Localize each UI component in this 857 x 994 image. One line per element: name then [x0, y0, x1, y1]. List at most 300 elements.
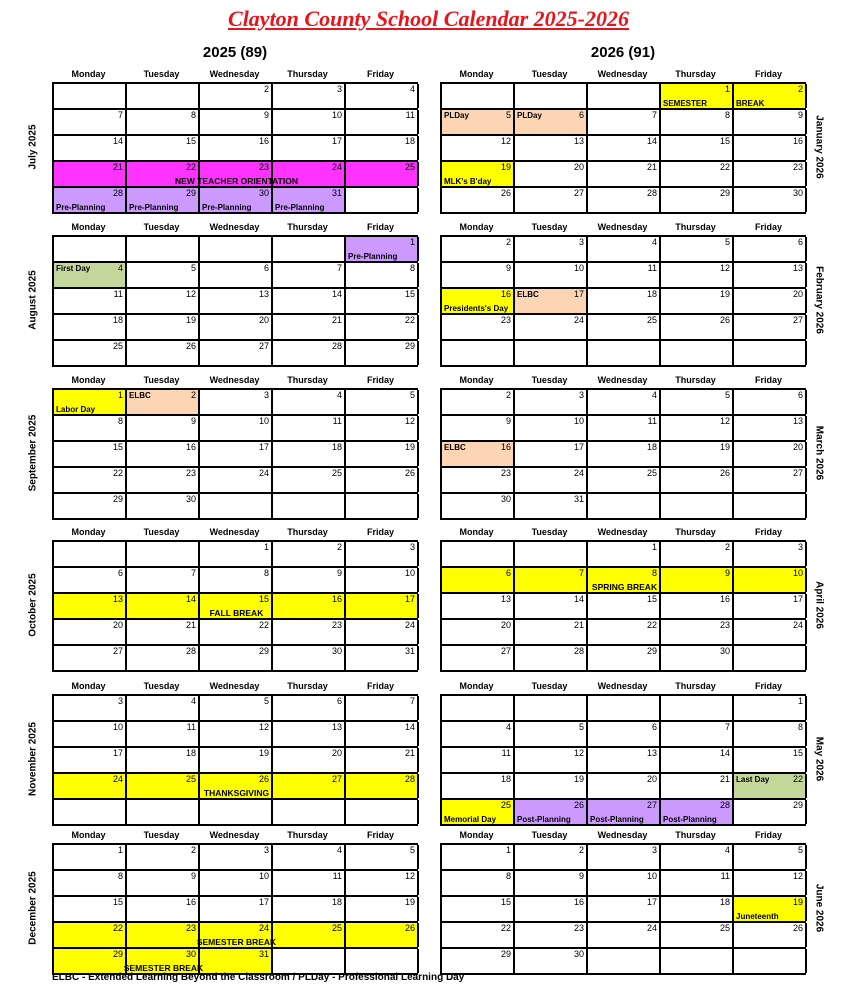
- day-cell: [661, 289, 734, 313]
- month-grid: [52, 694, 418, 826]
- day-number: 8: [505, 871, 511, 881]
- month-grid: [440, 843, 806, 975]
- weekday-thursday: Thursday: [675, 830, 716, 840]
- day-number: 12: [500, 136, 511, 146]
- day-number: 17: [404, 594, 415, 604]
- day-cell: [588, 390, 661, 414]
- day-cell: [54, 620, 127, 644]
- week-row: [54, 263, 418, 289]
- day-number: 28: [646, 188, 657, 198]
- day-number: 20: [792, 442, 803, 452]
- day-cell: [734, 542, 807, 566]
- day-number: 7: [651, 110, 657, 120]
- day-cell: [588, 800, 661, 824]
- day-cell: [442, 162, 515, 186]
- weekday-friday: Friday: [366, 222, 394, 232]
- week-row: [54, 774, 418, 800]
- event-band: SEMESTER BREAK: [123, 963, 204, 973]
- day-number: 13: [792, 263, 803, 273]
- day-cell: [200, 110, 273, 134]
- day-number: 3: [409, 542, 415, 552]
- weekday-tuesday: Tuesday: [143, 527, 180, 537]
- day-number: 26: [573, 800, 584, 810]
- weekday-header: [440, 66, 806, 82]
- day-cell: [734, 110, 807, 134]
- day-number: 8: [263, 568, 269, 578]
- day-cell: [200, 897, 273, 921]
- weekday-wednesday: Wednesday: [209, 681, 260, 691]
- day-number: 28: [112, 188, 123, 198]
- day-number: 16: [258, 136, 269, 146]
- day-number: 17: [112, 748, 123, 758]
- day-number: 18: [331, 442, 342, 452]
- day-number: 29: [646, 646, 657, 656]
- week-row: [54, 237, 418, 263]
- day-number: 14: [404, 722, 415, 732]
- day-cell: [661, 263, 734, 287]
- day-number: 4: [505, 722, 511, 732]
- weekday-monday: Monday: [71, 681, 106, 691]
- day-number: 10: [258, 416, 269, 426]
- day-cell: [515, 136, 588, 160]
- week-row: [54, 897, 418, 923]
- day-cell: [588, 84, 661, 108]
- day-cell: [588, 416, 661, 440]
- month-grid: [52, 388, 418, 520]
- day-number: 9: [797, 110, 803, 120]
- month-grid: [440, 235, 806, 367]
- week-row: [54, 800, 418, 826]
- day-number: 5: [724, 237, 730, 247]
- day-cell: [273, 646, 346, 670]
- day-cell: [273, 494, 346, 518]
- month-december-2025: [52, 827, 418, 975]
- day-number: 22: [792, 774, 803, 784]
- day-number: 25: [404, 162, 415, 172]
- day-cell: [273, 748, 346, 772]
- day-number: 19: [719, 442, 730, 452]
- day-number: 20: [646, 774, 657, 784]
- day-number: 11: [332, 416, 342, 426]
- weekday-tuesday: Tuesday: [143, 375, 180, 385]
- page-title: Clayton County School Calendar 2025-2026: [228, 6, 629, 31]
- day-cell: [200, 162, 273, 186]
- day-cell: [346, 237, 419, 261]
- day-number: 3: [578, 237, 584, 247]
- day-number: 3: [797, 542, 803, 552]
- weekday-tuesday: Tuesday: [531, 375, 568, 385]
- day-cell: [200, 774, 273, 798]
- day-cell: [588, 341, 661, 365]
- day-number: 27: [792, 468, 803, 478]
- day-number: 2: [190, 845, 196, 855]
- weekday-thursday: Thursday: [287, 830, 328, 840]
- day-cell: [515, 748, 588, 772]
- day-cell: [127, 568, 200, 592]
- day-cell: [442, 237, 515, 261]
- day-number: 24: [404, 620, 415, 630]
- weekday-friday: Friday: [366, 681, 394, 691]
- day-cell: [515, 289, 588, 313]
- day-cell: [346, 923, 419, 947]
- day-cell: [661, 646, 734, 670]
- day-cell: [273, 162, 346, 186]
- day-cell: [54, 774, 127, 798]
- day-cell: [273, 468, 346, 492]
- day-cell: [346, 542, 419, 566]
- day-number: 26: [185, 341, 196, 351]
- weekday-friday: Friday: [754, 527, 782, 537]
- day-number: 13: [112, 594, 123, 604]
- day-number: 12: [185, 289, 196, 299]
- week-row: [54, 390, 418, 416]
- day-cell: [200, 722, 273, 746]
- weekday-header: [440, 827, 806, 843]
- day-number: 1: [651, 542, 657, 552]
- day-number: 7: [409, 696, 415, 706]
- day-cell: [588, 188, 661, 212]
- day-cell: [588, 897, 661, 921]
- weekday-thursday: Thursday: [287, 681, 328, 691]
- day-cell: [515, 542, 588, 566]
- day-cell: [346, 871, 419, 895]
- weekday-wednesday: Wednesday: [597, 222, 648, 232]
- day-cell: [588, 162, 661, 186]
- day-cell: [200, 696, 273, 720]
- week-row: [54, 923, 418, 949]
- day-number: 5: [797, 845, 803, 855]
- day-number: 4: [651, 390, 657, 400]
- day-cell: [346, 800, 419, 824]
- day-cell: [127, 84, 200, 108]
- day-cell: [200, 416, 273, 440]
- day-cell: [661, 748, 734, 772]
- day-cell: [734, 696, 807, 720]
- day-cell: [273, 289, 346, 313]
- day-cell: [346, 568, 419, 592]
- day-number: 15: [112, 442, 123, 452]
- event-label: Pre-Planning: [56, 203, 106, 212]
- day-number: 15: [719, 136, 730, 146]
- day-cell: [661, 416, 734, 440]
- month-february-2026: [440, 219, 806, 367]
- day-number: 29: [112, 949, 123, 959]
- day-number: 17: [792, 594, 803, 604]
- day-cell: [515, 442, 588, 466]
- day-cell: [54, 263, 127, 287]
- day-cell: [661, 897, 734, 921]
- day-number: 13: [258, 289, 269, 299]
- weekday-friday: Friday: [754, 222, 782, 232]
- day-number: 24: [112, 774, 123, 784]
- weekday-friday: Friday: [754, 375, 782, 385]
- day-cell: [346, 646, 419, 670]
- weekday-tuesday: Tuesday: [143, 830, 180, 840]
- day-number: 21: [404, 748, 415, 758]
- day-number: 2: [263, 84, 269, 94]
- day-cell: [661, 237, 734, 261]
- day-cell: [127, 949, 200, 973]
- day-cell: [734, 646, 807, 670]
- day-cell: [588, 696, 661, 720]
- event-band: SPRING BREAK: [591, 582, 658, 592]
- day-cell: [442, 442, 515, 466]
- day-number: 11: [501, 748, 511, 758]
- day-cell: [346, 315, 419, 339]
- day-number: 8: [190, 110, 196, 120]
- month-name: May 2026: [813, 736, 825, 782]
- day-cell: [273, 263, 346, 287]
- day-cell: [588, 494, 661, 518]
- day-number: 23: [573, 923, 584, 933]
- day-cell: [54, 542, 127, 566]
- day-cell: [127, 542, 200, 566]
- day-number: 12: [404, 416, 415, 426]
- weekday-tuesday: Tuesday: [531, 527, 568, 537]
- day-number: 20: [573, 162, 584, 172]
- day-number: 1: [409, 237, 415, 247]
- day-number: 12: [404, 871, 415, 881]
- day-number: 3: [263, 390, 269, 400]
- day-number: 28: [719, 800, 730, 810]
- day-number: 11: [186, 722, 196, 732]
- event-band: THANKSGIVING: [203, 788, 270, 798]
- day-number: 22: [258, 620, 269, 630]
- day-cell: [442, 568, 515, 592]
- day-number: 30: [331, 646, 342, 656]
- day-cell: [200, 263, 273, 287]
- day-number: 25: [500, 800, 511, 810]
- day-number: 28: [404, 774, 415, 784]
- day-number: 3: [263, 845, 269, 855]
- day-number: 4: [724, 845, 730, 855]
- day-number: 24: [573, 315, 584, 325]
- weekday-monday: Monday: [459, 222, 494, 232]
- day-cell: [661, 390, 734, 414]
- day-cell: [734, 442, 807, 466]
- day-number: 16: [500, 442, 511, 452]
- day-number: 1: [117, 845, 123, 855]
- day-cell: [442, 341, 515, 365]
- day-cell: [515, 263, 588, 287]
- event-label: MLK's B'day: [444, 177, 492, 186]
- weekday-monday: Monday: [71, 527, 106, 537]
- day-cell: [54, 748, 127, 772]
- day-cell: [54, 468, 127, 492]
- day-number: 15: [258, 594, 269, 604]
- day-cell: [273, 923, 346, 947]
- day-number: 4: [651, 237, 657, 247]
- month-name: January 2026: [813, 115, 825, 179]
- day-number: 12: [573, 748, 584, 758]
- day-number: 20: [331, 748, 342, 758]
- day-number: 14: [646, 136, 657, 146]
- day-cell: [515, 468, 588, 492]
- month-name: August 2025: [27, 270, 39, 330]
- day-cell: [200, 315, 273, 339]
- event-label: Pre-Planning: [129, 203, 179, 212]
- day-number: 14: [185, 594, 196, 604]
- day-cell: [127, 774, 200, 798]
- week-row: [442, 136, 806, 162]
- day-number: 15: [404, 289, 415, 299]
- day-cell: [273, 416, 346, 440]
- month-grid: [440, 388, 806, 520]
- day-cell: [515, 390, 588, 414]
- day-number: 8: [797, 722, 803, 732]
- day-number: 25: [185, 774, 196, 784]
- day-number: 28: [331, 341, 342, 351]
- weekday-thursday: Thursday: [675, 69, 716, 79]
- weekday-thursday: Thursday: [675, 527, 716, 537]
- week-row: [442, 162, 806, 188]
- month-name: February 2026: [813, 266, 825, 334]
- day-cell: [127, 594, 200, 618]
- day-cell: [515, 646, 588, 670]
- day-number: 10: [258, 871, 269, 881]
- day-number: 3: [117, 696, 123, 706]
- week-row: [54, 748, 418, 774]
- week-row: [442, 897, 806, 923]
- day-cell: [734, 722, 807, 746]
- day-cell: [588, 646, 661, 670]
- day-cell: [442, 136, 515, 160]
- day-number: 1: [724, 84, 730, 94]
- day-cell: [54, 568, 127, 592]
- weekday-friday: Friday: [754, 681, 782, 691]
- week-row: [54, 696, 418, 722]
- day-cell: [200, 468, 273, 492]
- day-number: 17: [258, 442, 269, 452]
- day-cell: [661, 800, 734, 824]
- day-cell: [515, 188, 588, 212]
- day-cell: [273, 800, 346, 824]
- day-cell: [273, 237, 346, 261]
- day-cell: [273, 542, 346, 566]
- day-cell: [734, 949, 807, 973]
- day-cell: [515, 594, 588, 618]
- day-cell: [200, 542, 273, 566]
- event-label: PLDay: [444, 111, 469, 120]
- week-row: [54, 136, 418, 162]
- day-number: 21: [112, 162, 123, 172]
- week-row: [442, 542, 806, 568]
- day-cell: [734, 468, 807, 492]
- day-cell: [442, 289, 515, 313]
- day-cell: [661, 84, 734, 108]
- day-cell: [515, 774, 588, 798]
- day-number: 1: [505, 845, 511, 855]
- month-may-2026: [440, 678, 806, 826]
- day-cell: [588, 722, 661, 746]
- day-number: 16: [500, 289, 511, 299]
- day-cell: [346, 162, 419, 186]
- weekday-thursday: Thursday: [675, 375, 716, 385]
- weekday-wednesday: Wednesday: [209, 527, 260, 537]
- day-cell: [346, 84, 419, 108]
- day-number: 18: [185, 748, 196, 758]
- day-number: 2: [505, 237, 511, 247]
- week-row: [54, 594, 418, 620]
- month-july-2025: [52, 66, 418, 214]
- day-cell: [442, 315, 515, 339]
- day-number: 29: [500, 949, 511, 959]
- day-number: 22: [112, 468, 123, 478]
- week-row: [54, 442, 418, 468]
- day-number: 18: [500, 774, 511, 784]
- day-cell: [346, 263, 419, 287]
- day-number: 8: [651, 568, 657, 578]
- day-number: 21: [573, 620, 584, 630]
- day-number: 19: [573, 774, 584, 784]
- month-april-2026: [440, 524, 806, 672]
- day-cell: [442, 468, 515, 492]
- week-row: [54, 468, 418, 494]
- weekday-friday: Friday: [366, 375, 394, 385]
- day-number: 13: [792, 416, 803, 426]
- day-cell: [127, 620, 200, 644]
- day-number: 29: [185, 188, 196, 198]
- day-cell: [734, 871, 807, 895]
- day-number: 19: [258, 748, 269, 758]
- day-number: 4: [336, 845, 342, 855]
- day-cell: [54, 341, 127, 365]
- day-cell: [734, 568, 807, 592]
- day-cell: [734, 263, 807, 287]
- month-name: July 2025: [27, 124, 39, 170]
- day-cell: [661, 341, 734, 365]
- day-cell: [588, 468, 661, 492]
- month-grid: [52, 843, 418, 975]
- week-row: [54, 289, 418, 315]
- year-header-2026: 2026 (91): [590, 44, 656, 61]
- month-june-2026: [440, 827, 806, 975]
- event-label: Post-Planning: [590, 815, 644, 824]
- day-cell: [200, 494, 273, 518]
- day-cell: [273, 897, 346, 921]
- day-number: 16: [185, 897, 196, 907]
- day-cell: [588, 949, 661, 973]
- event-label: SEMESTER: [663, 99, 708, 108]
- day-number: 25: [646, 468, 657, 478]
- weekday-monday: Monday: [71, 375, 106, 385]
- day-cell: [127, 800, 200, 824]
- weekday-header: [440, 524, 806, 540]
- day-cell: [200, 341, 273, 365]
- week-row: [442, 289, 806, 315]
- day-number: 6: [797, 237, 803, 247]
- day-number: 20: [792, 289, 803, 299]
- day-cell: [273, 84, 346, 108]
- day-cell: [661, 871, 734, 895]
- day-number: 7: [578, 568, 584, 578]
- day-number: 19: [792, 897, 803, 907]
- day-number: 16: [792, 136, 803, 146]
- week-row: [442, 722, 806, 748]
- weekday-tuesday: Tuesday: [531, 681, 568, 691]
- day-cell: [588, 315, 661, 339]
- day-number: 5: [190, 263, 196, 273]
- day-cell: [54, 897, 127, 921]
- weekday-friday: Friday: [366, 527, 394, 537]
- day-number: 18: [646, 442, 657, 452]
- day-number: 27: [258, 341, 269, 351]
- day-cell: [734, 923, 807, 947]
- day-cell: [200, 237, 273, 261]
- day-number: 22: [404, 315, 415, 325]
- day-cell: [273, 442, 346, 466]
- week-row: [442, 800, 806, 826]
